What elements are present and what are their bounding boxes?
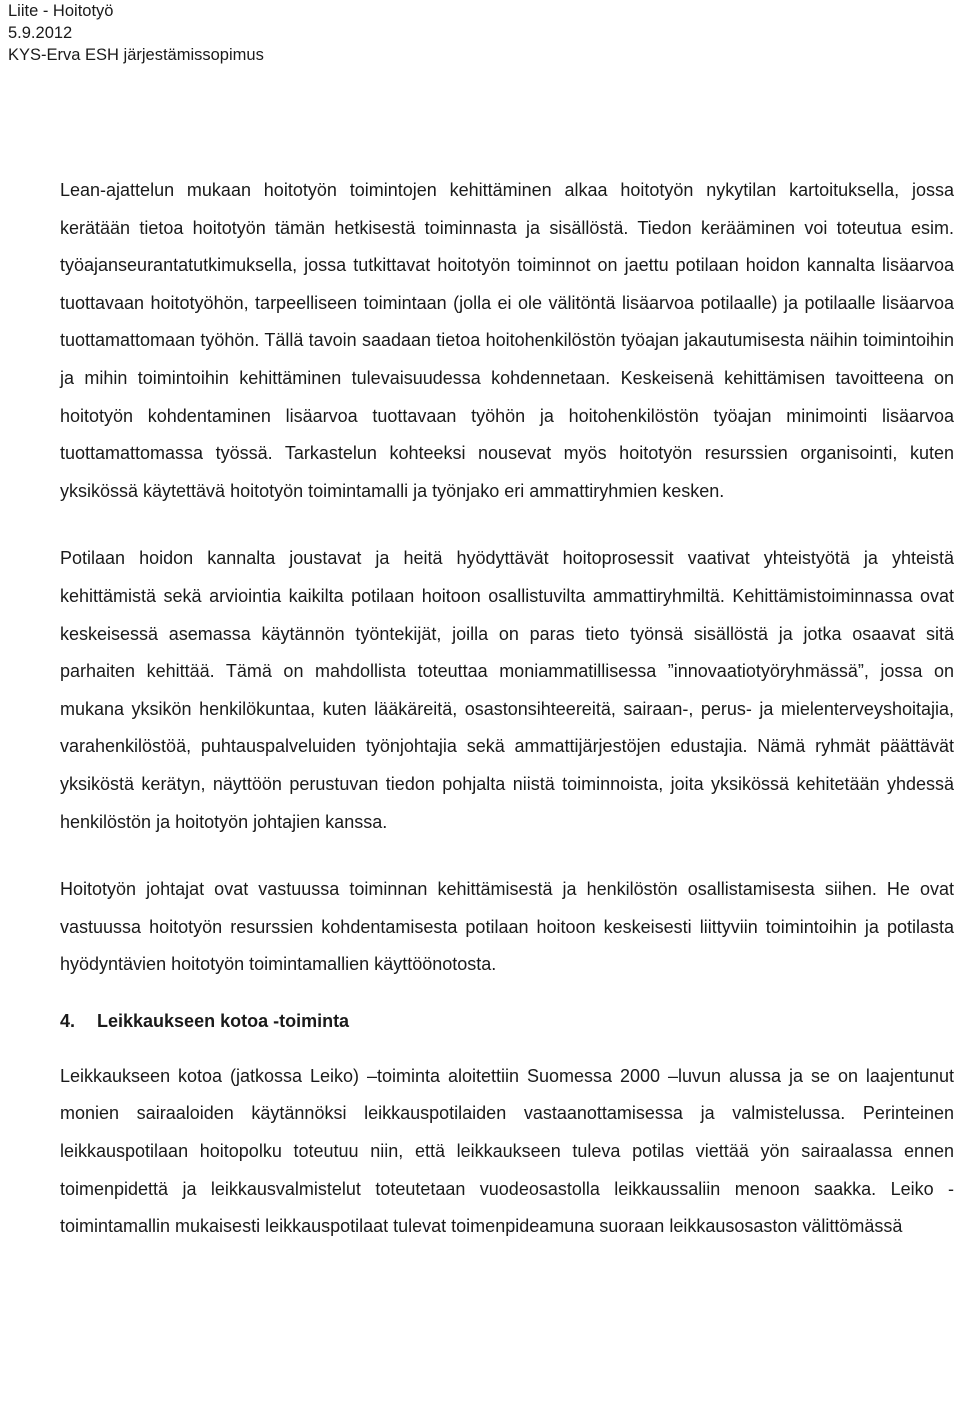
paragraph-nursing-leaders: Hoitotyön johtajat ovat vastuussa toiminnan kehittämisestä ja henkilöstön osallistamisesta siihen. He ovat vastuussa hoitotyön resurssien kohdentamisesta potilaan hoitoon keskeisesti liittyviin toimintoihin ja potilasta hyödyntävien hoitotyön toimintamallien käyttöönotosta. — [60, 879, 954, 975]
paragraph-lean-thinking: Lean-ajattelun mukaan hoitotyön toimintojen kehittäminen alkaa hoitotyön nykytilan kartoituksella, jossa kerätään tietoa hoitotyön tämän hetkisestä toiminnasta ja sisällöstä. Tiedon kerääminen voi toteutua esim. työajanseurantatutkimuksella, jossa tutkittavat hoitotyön toiminnot on jaettu potilaan hoidon kannalta lisäarvoa tuottavaan hoitotyöhön, tarpeelliseen toimintaan (jolla ei ole välitöntä lisäarvoa potilaalle) ja potilaalle lisäarvoa tuottamattomaan työhön. Tällä tavoin saadaan tietoa hoitohenkilöstön työajan jakautumisesta näihin toimintoihin ja mihin toimintoihin kehittäminen tulevaisuudessa kohdennetaan. Keskeisenä kehittämisen tavoitteena on hoitotyön kohdentaminen lisäarvoa tuottavaan työhön ja hoitohenkilöstön työajan minimointi lisäarvoa tuottamattomassa työssä. Tarkastelun kohteeksi nousevat myös hoitotyön resurssien organisointi, kuten yksikössä käytettävä hoitotyön toimintamalli ja työnjako eri ammattiryhmien kesken. — [60, 180, 954, 501]
page-header — [8, 0, 264, 66]
header-date: 5.9.2012 — [8, 24, 73, 42]
document-body — [60, 172, 954, 1246]
header-title: Liite - Hoitotyö — [8, 2, 114, 20]
section-title: Leikkaukseen kotoa -toiminta — [97, 1010, 350, 1031]
section-number: 4. — [60, 1010, 76, 1031]
section-heading — [60, 1006, 954, 1036]
paragraph-leiko: Leikkaukseen kotoa (jatkossa Leiko) –toiminta aloitettiin Suomessa 2000 –luvun alussa ja se on laajentunut monien sairaaloiden käytännöksi leikkauspotilaiden vastaanottamisessa ja valmistelussa. Perinteinen leikkauspotilaan hoitopolku toteutuu niin, että leikkaukseen tuleva potilas viettää yön sairaalassa ennen toimenpidettä ja leikkausvalmistelut toteutetaan vuodeosastolla leikkaussaliin menoon saakka. Leiko -toimintamallin mukaisesti leikkauspotilaat tulevat toimenpideamuna suoraan leikkausosaston välittömässä — [60, 1065, 954, 1237]
paragraph-care-processes: Potilaan hoidon kannalta joustavat ja heitä hyödyttävät hoitoprosessit vaativat yhteistyötä ja yhteistä kehittämistä sekä arviointia kaikilta potilaan hoitoon osallistuvilta ammattiryhmiltä. Kehittämistoiminnassa ovat keskeisessä asemassa käytännön työntekijät, joilla on paras tieto työnsä sisällöstä ja jotka osaavat sitä parhaiten kehittää. Tämä on mahdollista toteuttaa moniammatillisessa ”innovaatiotyöryhmässä”, jossa on mukana yksikön henkilökuntaa, kuten lääkäreitä, osastonsihteereitä, sairaan-, perus- ja mielenterveyshoitajia, varahenkilöstöä, puhtauspalveluiden työnjohtajia sekä ammattijärjestöjen edustajia. Nämä ryhmät päättävät yksiköstä kerätyn, näyttöön perustuvan tiedon pohjalta niistä toiminnoista, joita yksikössä kehitetään yhdessä henkilöstön ja hoitotyön johtajien kanssa. — [60, 548, 954, 832]
header-document-name: KYS-Erva ESH järjestämissopimus — [8, 46, 264, 64]
